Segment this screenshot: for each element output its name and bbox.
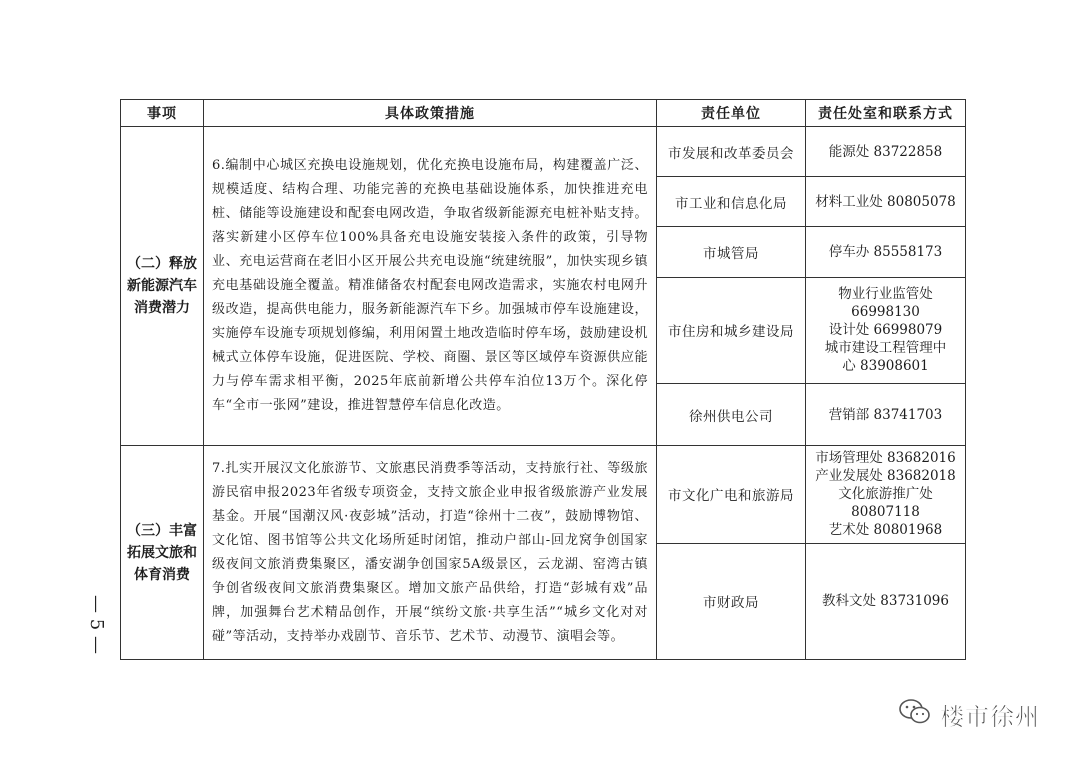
watermark (898, 694, 1040, 734)
contact-cell (806, 227, 966, 277)
contact-cell (806, 177, 966, 227)
contact-cell (806, 383, 966, 445)
contact-line: 城市建设工程管理中 (824, 340, 947, 357)
contact-line: 停车办 85558173 (828, 243, 943, 260)
contact-line: 教科文处 83731096 (821, 593, 949, 610)
contact-line: 设计处 66998079 (828, 322, 943, 339)
contact-cell (806, 446, 966, 543)
contact-line: 66998130 (851, 304, 920, 321)
contact-line: 市场管理处 83682016 (815, 450, 956, 467)
header-unit: 责任单位 (657, 100, 806, 127)
unit-cell: 徐州供电公司 (657, 383, 806, 445)
unit-cell: 市发展和改革委员会 (657, 127, 806, 177)
contact-line: 营销部 83741703 (828, 406, 943, 423)
contact-line: 艺术处 80801968 (828, 522, 943, 539)
unit-cell: 市文化广电和旅游局 (657, 446, 806, 543)
contact-line: 产业发展处 83682018 (815, 468, 956, 485)
page-number: — 5 — (85, 594, 107, 654)
contact-line: 80807118 (851, 504, 920, 521)
contact-line: 文化旅游推广处 (838, 486, 933, 503)
contact-cell (806, 277, 966, 383)
unit-cell: 市财政局 (657, 543, 806, 659)
header-item: 事项 (121, 100, 204, 127)
measure-cell: 6.编制中心城区充换电设施规划，优化充换电设施布局，构建覆盖广泛、规模适度、结构合理、功能完善的充换电基础设施体系，加快推进充电桩、储能等设施建设和配套电网改造，争取省级新能源充电桩补贴支持。落实新建小区停车位100%具备充电设施安装接入条件的政策，引导物业、充电运营商在老旧小区开展公共充电设施“统建统服”，加快实现乡镇充电基础设施全覆盖。精准储备农村配套电网改造需求，实施农村电网升级改造，提高供电能力，服务新能源汽车下乡。加强城市停车设施建设，实施停车设施专项规划修编，利用闲置土地改造临时停车场，鼓励建设机械式立体停车设施，促进医院、学校、商圈、景区等区域停车资源供应能力与停车需求相平衡，2025年底前新增公共停车泊位13万个。深化停车“全市一张网”建设，推进智慧停车信息化改造。 (204, 127, 657, 446)
policy-table (120, 99, 966, 660)
wechat-icon (898, 697, 932, 731)
category-cell: （三）丰富拓展文旅和体育消费 (121, 446, 204, 660)
table-row (121, 446, 966, 543)
contact-line: 心 83908601 (842, 358, 929, 375)
measure-cell: 7.扎实开展汉文化旅游节、文旅惠民消费季等活动，支持旅行社、等级旅游民宿申报2023年省级专项资金，支持文旅企业申报省级旅游产业发展基金。开展“国潮汉风·夜彭城”活动，打造“徐州十二夜”，鼓励博物馆、文化馆、图书馆等公共文化场所延时闭馆，推动户部山-回龙窝争创国家级夜间文旅消费集聚区，潘安湖争创国家5A级景区，云龙湖、窑湾古镇争创省级夜间文旅消费集聚区。增加文旅产品供给，打造“彭城有戏”品牌，加强舞台艺术精品创作，开展“缤纷文旅·共享生活”“城乡文化对对碰”等活动，支持举办戏剧节、音乐节、艺术节、动漫节、演唱会等。 (204, 446, 657, 660)
watermark-text: 楼市徐州 (940, 702, 1040, 731)
unit-cell: 市工业和信息化局 (657, 177, 806, 227)
category-cell: （二）释放新能源汽车消费潜力 (121, 127, 204, 446)
table-header-row (121, 100, 966, 127)
contact-cell (806, 127, 966, 177)
contact-line: 能源处 83722858 (828, 143, 943, 160)
table-row (121, 127, 966, 177)
contact-cell (806, 543, 966, 659)
header-contact: 责任处室和联系方式 (806, 100, 966, 127)
unit-cell: 市城管局 (657, 227, 806, 277)
contact-line: 材料工业处 80805078 (815, 193, 956, 210)
contact-line: 物业行业监管处 (838, 286, 933, 303)
header-measures: 具体政策措施 (204, 100, 657, 127)
unit-cell: 市住房和城乡建设局 (657, 277, 806, 383)
